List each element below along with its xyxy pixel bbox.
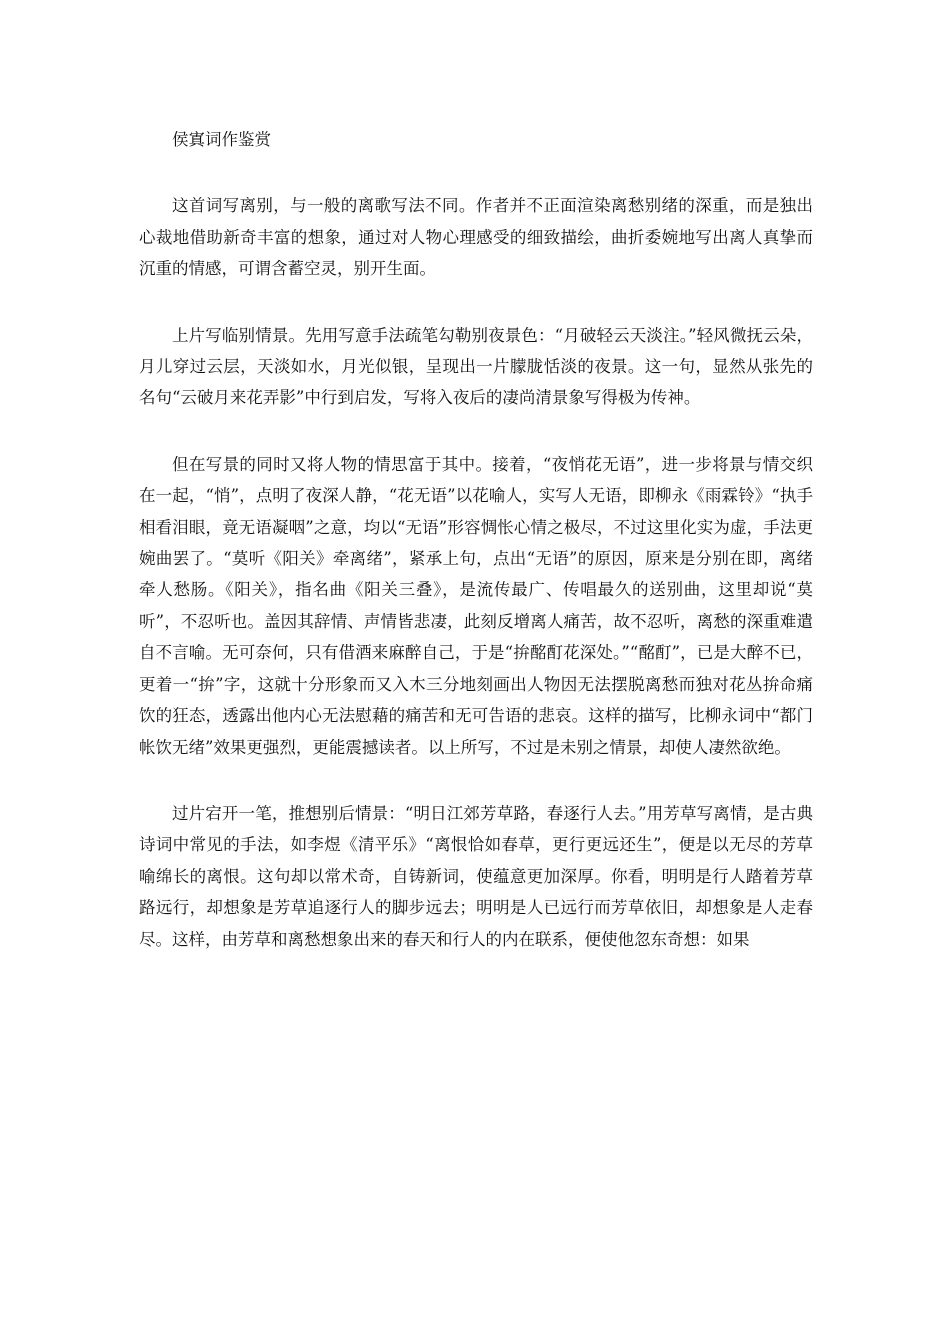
- paragraph-intro: 这首词写离别，与一般的离歌写法不同。作者并不正面渲染离愁别绪的深重，而是独出心裁地借助新奇丰富的想象，通过对人物心理感受的细致描绘，曲折委婉地写出离人真挚而沉重的情感，可谓含蓄空灵，别开生面。: [139, 196, 813, 279]
- paragraph-first-stanza-scene: 上片写临别情景。先用写意手法疏笔勾勒别夜景色：“月破轻云天淡注。”轻风微抚云朵，月儿穿过云层，天淡如水，月光似银，呈现出一片朦胧恬淡的夜景。这一句，显然从张先的名句“云破月来花弄影”中行到启发，写将入夜后的凄尚清景象写得极为传神。: [139, 325, 813, 408]
- paragraph-first-stanza-emotion: 但在写景的同时又将人物的情思富于其中。接着，“夜悄花无语”，进一步将景与情交织在一起，“悄”，点明了夜深人静，“花无语”以花喻人，实写人无语，即柳永《雨霖铃》“执手相看泪眼，竟无语凝咽”之意，均以“无语”形容惆怅心情之极尽，不过这里化实为虚，手法更婉曲罢了。“莫听《阳关》牵离绪”，紧承上句，点出“无语”的原因，原来是分别在即，离绪牵人愁肠。《阳关》，指名曲《阳关三叠》，是流传最广、传唱最久的送别曲，这里却说“莫听”，不忍听也。盖因其辞情、声情皆悲凄，此刻反增离人痛苦，故不忍听，离愁的深重难遣自不言喻。无可奈何，只有借酒来麻醉自己，于是“拚酩酊花深处。”“酩酊”，已是大醉不已，更着一“拚”字，这就十分形象而又入木三分地刻画出人物因无法摆脱离愁而独对花丛拚命痛饮的狂态，透露出他内心无法慰藉的痛苦和无可告语的悲哀。这样的描写，比柳永词中“都门帐饮无绪”效果更强烈，更能震撼读者。以上所写，不过是未别之情景，却使人凄然欲绝。: [139, 454, 813, 757]
- paragraph-second-stanza: 过片宕开一笔，推想别后情景：“明日江郊芳草路，春逐行人去。”用芳草写离情，是古典诗词中常见的手法，如李煜《清平乐》“离恨恰如春草，更行更远还生”，便是以无尽的芳草喻绵长的离恨。这句却以常术奇，自铸新词，使蕴意更加深厚。你看，明明是行人踏着芳草路远行，却想象是芳草追逐行人的脚步远去；明明是人已远行而芳草依旧，却想象是人走春尽。这样，由芳草和离愁想象出来的春天和行人的内在联系，便使他忽东奇想：如果: [139, 803, 813, 949]
- document-title: 侯寘词作鉴赏: [172, 130, 271, 149]
- document-body: [139, 124, 813, 955]
